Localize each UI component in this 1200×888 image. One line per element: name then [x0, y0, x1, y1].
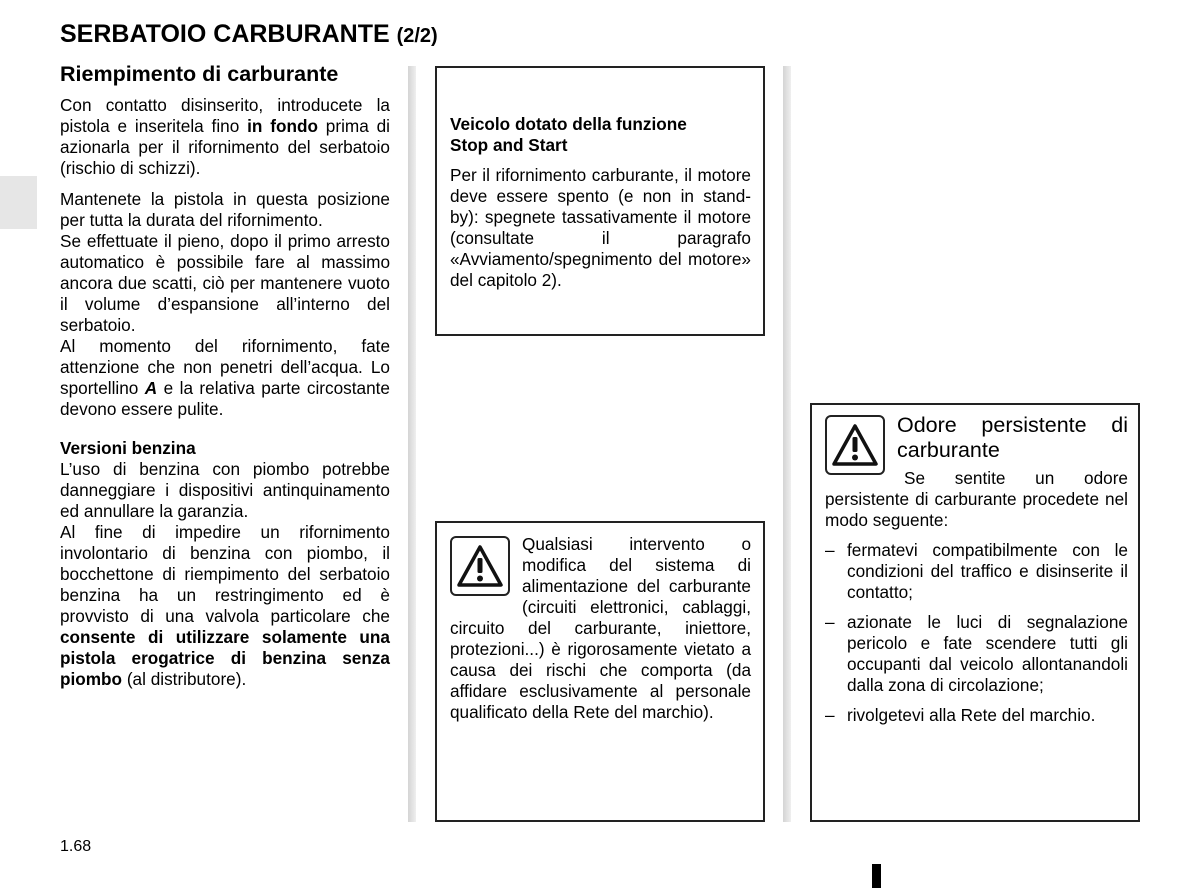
- fuel-odor-steps: [825, 540, 1128, 726]
- list-item: – rivolgetevi alla Rete del marchio.: [825, 705, 1128, 726]
- print-mark: [872, 864, 881, 888]
- paragraph: Al momento del rifornimento, fate attenzione che non penetri dell’acqua. Lo sportellino A e la relativa parte circostante devono essere pulite.: [60, 336, 390, 419]
- paragraph: Se effettuate il pieno, dopo il primo arresto automatico è possibile fare al massimo ancora due scatti, ciò per mantenere vuoto il volume d’espansione all’interno del serbatoio.: [60, 231, 390, 335]
- page-title: [60, 18, 438, 52]
- list-item: – azionate le luci di segnalazione pericolo e fate scendere tutti gli occupanti dal veicolo allontanandoli dalla zona di circolazione;: [825, 612, 1128, 696]
- fuel-system-warning-box: [435, 521, 765, 822]
- refueling-instructions: [60, 95, 390, 690]
- fuel-odor-warning-box: [810, 403, 1140, 822]
- warning-triangle-icon: [450, 536, 510, 596]
- stop-start-note-box: [435, 66, 765, 336]
- section-heading-refueling: Riempimento di carburante: [60, 62, 339, 86]
- paragraph: Al fine di impedire un rifornimento involontario di benzina con piombo, il bocchettone di riempimento del serbatoio benzina ha un restringimento ed è provvisto di una valvola particolare che consente di utilizzare solamente una pistola erogatrice di benzina senza piombo (al distributore).: [60, 522, 390, 689]
- fuel-odor-intro: Se sentite un odore persistente di carburante procedete nel modo seguente:: [825, 468, 1128, 530]
- column-divider: [408, 66, 416, 822]
- warning-triangle-icon: [825, 415, 885, 475]
- page-title-part: (2/2): [396, 25, 438, 47]
- subheading-petrol-versions: Versioni benzina: [60, 438, 196, 458]
- stop-start-text: Per il rifornimento carburante, il motore deve essere spento (e non in stand-by): spegnete tassativamente il motore (consultate il paragrafo «Avviamento/spegnimento del motore» del capitolo 2).: [450, 165, 751, 290]
- paragraph: Mantenete la pistola in questa posizione per tutta la durata del rifornimento.: [60, 189, 390, 230]
- page-number: 1.68: [60, 838, 92, 855]
- fuel-odor-title: Odore persistente di carburante: [897, 413, 1128, 462]
- fuel-system-warning-text: Qualsiasi intervento o modifica del sistema di alimentazione del carburante (circuiti elettronici, cablaggi, circuito del carburante, iniettore, protezioni...) è rigorosamente vietato a causa dei rischi che comporta (da affidare esclusivamente al personale qualificato della Rete del marchio).: [450, 534, 751, 722]
- list-item: – fermatevi compatibilmente con le condizioni del traffico e disinserite il contatto;: [825, 540, 1128, 603]
- paragraph: Con contatto disinserito, introducete la pistola e inseritela fino in fondo prima di azionarla per il rifornimento del serbatoio (rischio di schizzi).: [60, 95, 390, 178]
- chapter-tab-marker: [0, 176, 37, 229]
- page-title-text: SERBATOIO CARBURANTE: [60, 20, 390, 48]
- stop-start-title: Veicolo dotato della funzione Stop and Start: [450, 114, 687, 155]
- column-divider: [783, 66, 791, 822]
- paragraph: L’uso di benzina con piombo potrebbe danneggiare i dispositivi antinquinamento ed annullare la garanzia.: [60, 459, 390, 521]
